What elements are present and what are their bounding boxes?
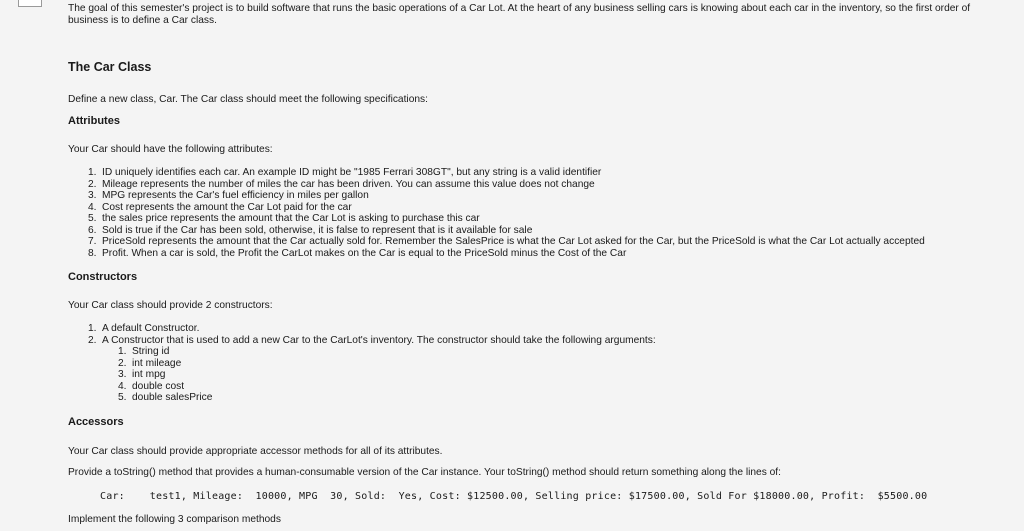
- car-class-description: Define a new class, Car. The Car class should meet the following specifications:: [68, 94, 428, 105]
- list-item: 3. MPG represents the Car's fuel efficiency in miles per gallon: [88, 190, 369, 201]
- constructors-list: [88, 323, 656, 346]
- list-item: 2. Mileage represents the number of miles the car has been driven. You can assume this value does not change: [88, 178, 595, 190]
- page-corner-box: [18, 0, 42, 7]
- attributes-heading: Attributes: [68, 115, 120, 127]
- list-item: 6. Sold is true if the Car has been sold, otherwise, it is false to represent that is it available for sale: [88, 224, 533, 236]
- list-item: 8. Profit. When a car is sold, the Profit the CarLot makes on the Car is equal to the PriceSold minus the Cost of the Car: [88, 247, 627, 259]
- constructor-args-list: [118, 346, 212, 404]
- list-item: 1. String id: [118, 346, 170, 357]
- accessors-heading: Accessors: [68, 416, 124, 428]
- list-item: 1. ID uniquely identifies each car. An example ID might be "1985 Ferrari 308GT", but any string is a valid identifier: [88, 167, 602, 178]
- list-item: 5. double salesPrice: [118, 392, 213, 403]
- tostring-description: Provide a toString() method that provides a human-consumable version of the Car instance. Your toString() method should return something along the lines of:: [68, 467, 781, 478]
- attributes-intro: Your Car should have the following attributes:: [68, 144, 273, 155]
- list-item: 2. int mileage: [118, 357, 182, 369]
- list-item: 4. double cost: [118, 380, 185, 392]
- list-item: 3. int mpg: [118, 369, 166, 380]
- car-class-heading: The Car Class: [68, 60, 152, 74]
- constructors-heading: Constructors: [68, 271, 138, 283]
- list-item: 7. PriceSold represents the amount that the Car actually sold for. Remember the SalesPrice is what the Car Lot asked for the Car, but the PriceSold is what the Car Lot actually accepted: [88, 236, 925, 247]
- list-item: 2. A Constructor that is used to add a new Car to the CarLot's inventory. The constructor should take the following arguments:: [88, 334, 656, 346]
- list-item: 5. the sales price represents the amount that the Car Lot is asking to purchase this car: [88, 213, 480, 224]
- comparison-methods-text: Implement the following 3 comparison methods: [68, 514, 281, 525]
- tostring-example: Car: test1, Mileage: 10000, MPG 30, Sold: Yes, Cost: $12500.00, Selling price: $17500.00, Sold For $18000.00, Profit: $5500.00: [100, 491, 928, 502]
- attributes-list: [88, 167, 925, 259]
- list-item: 1. A default Constructor.: [88, 323, 200, 334]
- intro-paragraph: The goal of this semester's project is to build software that runs the basic operations of a Car Lot. At the heart of any business selling cars is knowing about each car in the inventory, so the first order of business is to define a Car class.: [68, 3, 971, 26]
- list-item: 4. Cost represents the amount the Car Lot paid for the car: [88, 201, 352, 213]
- accessors-intro: Your Car class should provide appropriate accessor methods for all of its attributes.: [68, 446, 443, 457]
- constructors-intro: Your Car class should provide 2 constructors:: [68, 300, 273, 311]
